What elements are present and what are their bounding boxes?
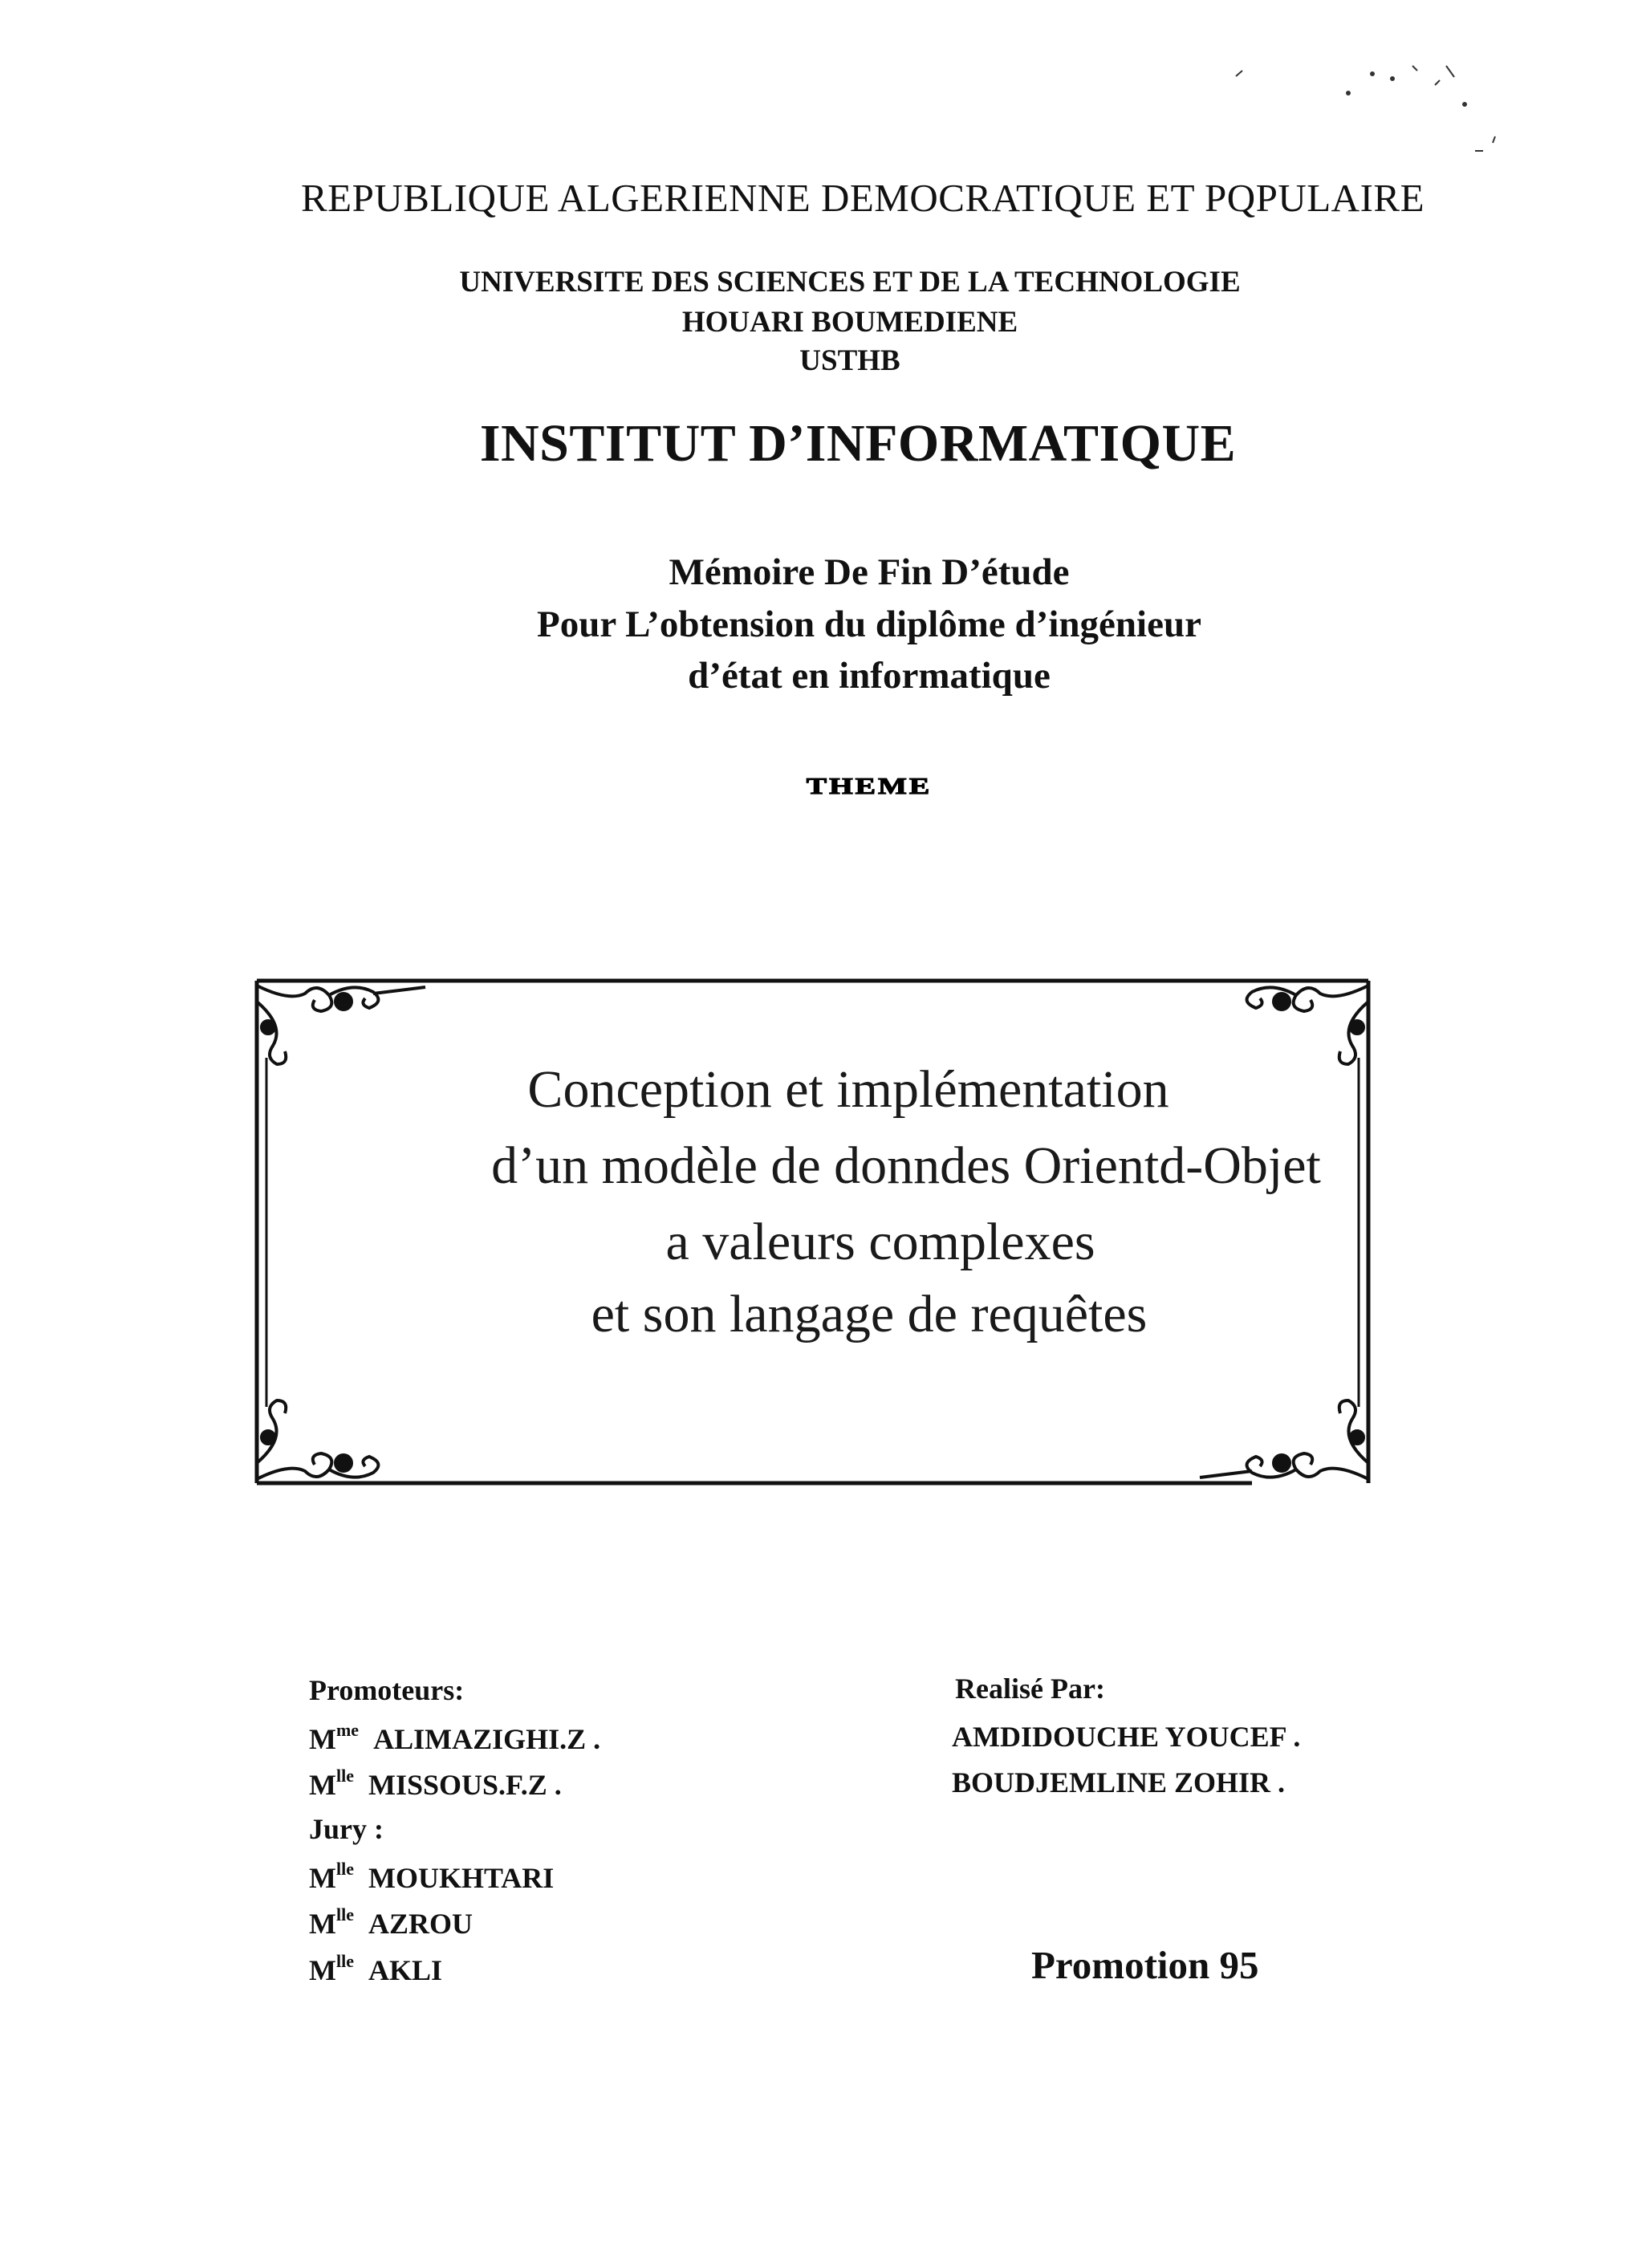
promoteur-entry bbox=[309, 1720, 600, 1756]
title-suffix: lle bbox=[335, 1904, 354, 1925]
author-name: AMDIDOUCHE YOUCEF . bbox=[952, 1721, 1301, 1753]
institute-title: INSTITUT D’INFORMATIQUE bbox=[479, 414, 1237, 473]
jury-name: AKLI bbox=[368, 1954, 443, 1986]
jury-heading: Jury : bbox=[309, 1813, 384, 1845]
title-prefix: M bbox=[309, 1908, 336, 1940]
university-acronym: USTHB bbox=[799, 344, 900, 377]
scan-specks bbox=[1220, 56, 1509, 169]
promoteurs-heading: Promoteurs: bbox=[309, 1674, 465, 1706]
title-suffix: lle bbox=[335, 1859, 354, 1879]
title-prefix: M bbox=[309, 1862, 336, 1894]
promoteur-name: ALIMAZIGHI.Z . bbox=[373, 1723, 601, 1755]
title-line4: et son langage de requêtes bbox=[591, 1285, 1148, 1343]
title-line2: d’un modèle de donndes Orientd-Objet bbox=[491, 1136, 1321, 1195]
memoire-line3: d’état en informatique bbox=[688, 655, 1051, 697]
title-prefix: M bbox=[309, 1769, 336, 1801]
title-prefix: M bbox=[309, 1723, 336, 1755]
title-suffix: me bbox=[335, 1720, 360, 1740]
jury-entry bbox=[309, 1859, 554, 1895]
realise-heading: Realisé Par: bbox=[955, 1673, 1105, 1705]
jury-name: AZROU bbox=[368, 1908, 473, 1940]
promotion-label: Promotion 95 bbox=[1031, 1943, 1259, 1987]
jury-entry bbox=[309, 1951, 442, 1987]
university-name-line1: UNIVERSITE DES SCIENCES ET DE LA TECHNOLOGIE bbox=[459, 266, 1241, 299]
university-name-line2: HOUARI BOUMEDIENE bbox=[681, 306, 1018, 339]
title-suffix: lle bbox=[335, 1766, 354, 1786]
author-name: BOUDJEMLINE ZOHIR . bbox=[952, 1766, 1286, 1799]
theme-label: THEME bbox=[806, 774, 933, 799]
jury-entry bbox=[309, 1904, 473, 1941]
promoteur-name: MISSOUS.F.Z . bbox=[368, 1769, 562, 1801]
title-line1: Conception et implémentation bbox=[527, 1060, 1169, 1119]
title-prefix: M bbox=[309, 1954, 336, 1986]
memoire-line2: Pour L’obtension du diplôme d’ingénieur bbox=[537, 604, 1201, 645]
promoteur-entry bbox=[309, 1766, 562, 1802]
jury-name: MOUKHTARI bbox=[368, 1862, 555, 1894]
republic-heading: REPUBLIQUE ALGERIENNE DEMOCRATIQUE ET PQPULAIRE bbox=[301, 176, 1425, 220]
title-line3: a valeurs complexes bbox=[665, 1213, 1095, 1271]
title-suffix: lle bbox=[335, 1951, 354, 1971]
memoire-line1: Mémoire De Fin D’étude bbox=[669, 551, 1070, 593]
